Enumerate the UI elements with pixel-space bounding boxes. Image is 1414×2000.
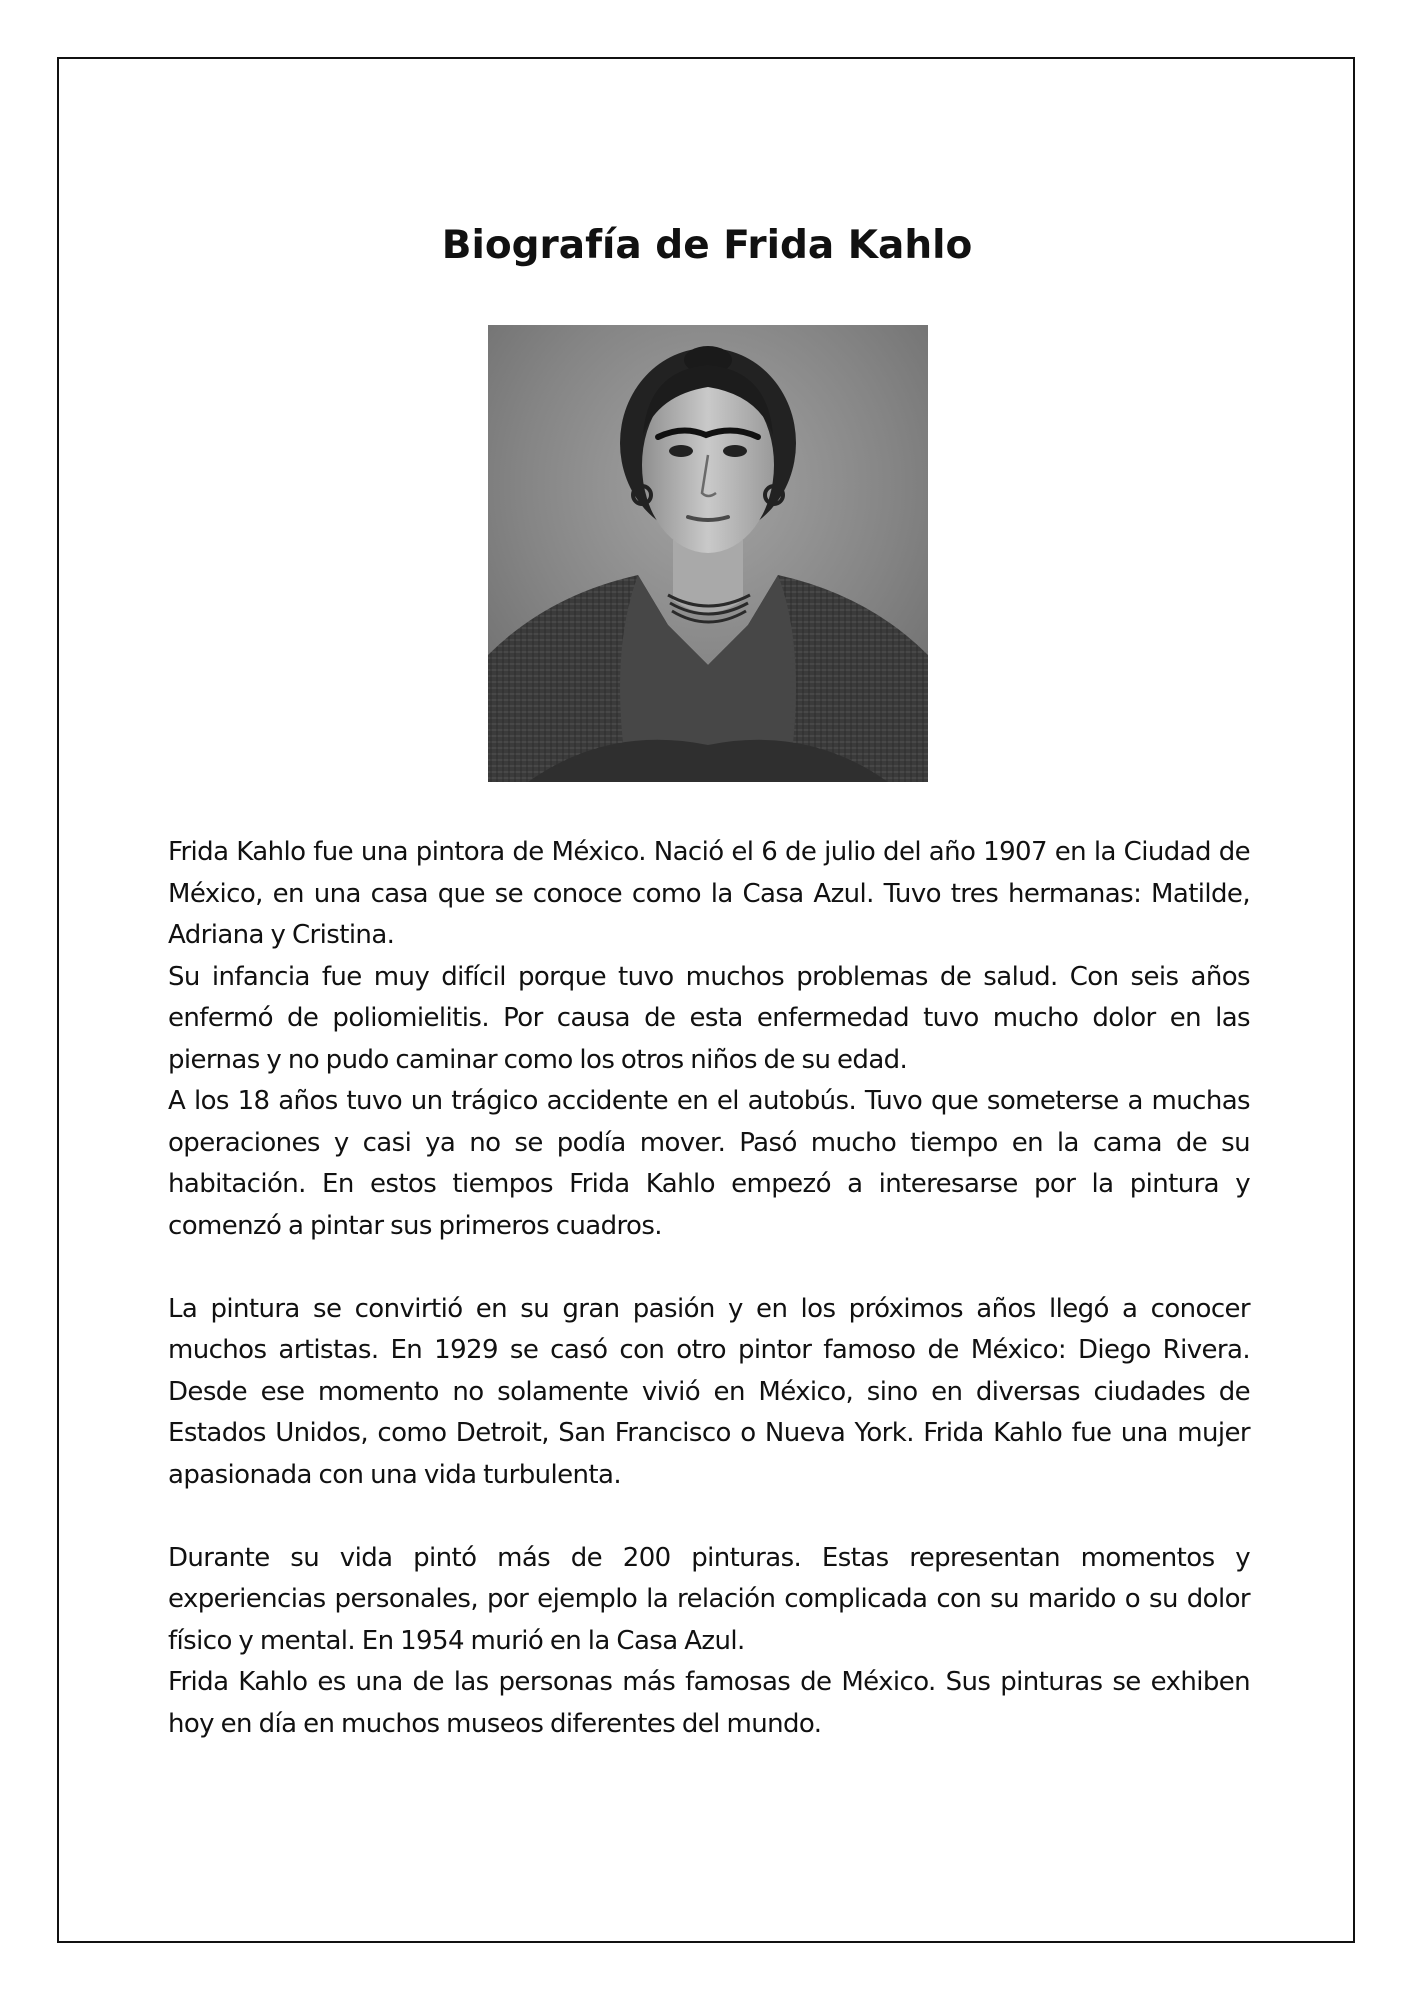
paragraph-birth: Frida Kahlo fue una pintora de México. Nació el 6 de julio del año 1907 en la Ciudad de México, en una casa que se conoce como la Casa Azul. Tuvo tres hermanas: Matilde, Adriana y Cristina. <box>168 837 1250 950</box>
paragraph-accident: A los 18 años tuvo un trágico accidente en el autobús. Tuvo que someterse a muchas operaciones y casi ya no se podía mover. Pasó mucho tiempo en la cama de su habitación. En estos tiempos Frida Kahlo empezó a interesarse por la pintura y comenzó a pintar sus primeros cuadros. <box>168 1086 1250 1241</box>
portrait-photo <box>488 325 928 782</box>
paragraph-passion: La pintura se convirtió en su gran pasión y en los próximos años llegó a conocer muchos artistas. En 1929 se casó con otro pintor famoso de México: Diego Rivera. Desde ese momento no solamente vivió en México, sino en diversas ciudades de Estados Unidos, como Detroit, San Francisco o Nueva York. Frida Kahlo fue una mujer apasionada con una vida turbulenta. <box>168 1293 1250 1490</box>
portrait-illustration <box>488 325 928 782</box>
paragraph-works: Durante su vida pintó más de 200 pinturas. Estas representan momentos y experiencias personales, por ejemplo la relación complicada con su marido o su dolor físico y mental. En 1954 murió en la Casa Azul. <box>168 1542 1250 1656</box>
paragraph-childhood: Su infancia fue muy difícil porque tuvo muchos problemas de salud. Con seis años enfermó de poliomielitis. Por causa de esta enfermedad tuvo mucho dolor en las piernas y no pudo caminar como los otros niños de su edad. <box>168 961 1250 1075</box>
page-title: Biografía de Frida Kahlo <box>441 223 973 268</box>
paragraph-legacy: Frida Kahlo es una de las personas más famosas de México. Sus pinturas se exhiben hoy en día en muchos museos diferentes del mundo. <box>168 1667 1250 1739</box>
biography-text <box>168 832 1250 1745</box>
